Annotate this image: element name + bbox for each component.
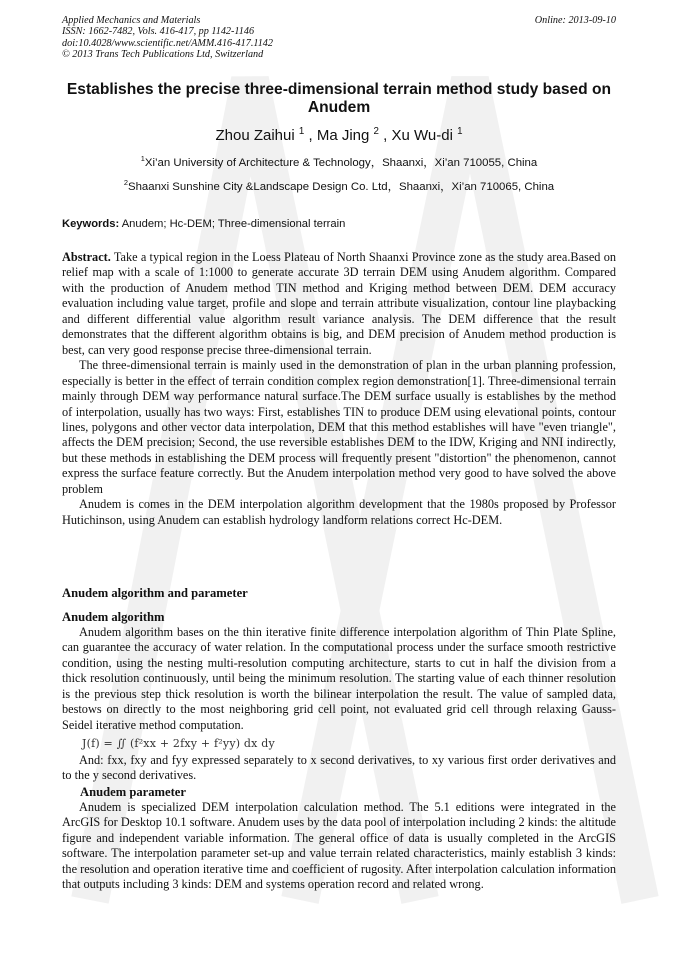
affiliation-mark: 2	[123, 178, 128, 188]
publication-header	[62, 15, 616, 61]
abstract-text: Take a typical region in the Loess Plateau of North Shaanxi Province zone as the study area.Based on relief map with a scale of 1:1000 to generate accurate 3D terrain DEM using Anudem algorithm. Compared with the production of Anudem method TIN method and Kriging method between DEM. DEM accuracy evaluation including value target, profile and slope and terrain attribute visualization, contour line playbacking and different differential value algorithm result variance analysis. The DEM difference that the result demonstrates that the different algorithm obtains is big, and DEM precision of Anudem method production is best, can very good response precise three-dimensional terrain.	[62, 250, 616, 357]
body-paragraph: The three-dimensional terrain is mainly used in the demonstration of plan in the urban planning profession, especially is better in the effect of terrain condition complex region demonstration[1]. Three-dimensional terrain mainly through DEM way performance natural surface.The DEM surface usually is establishes by the method of interpolation, usually has two ways: First, establishes TIN to produce DEM using elevational points, contour lines, polygons and other vector data interpolation, DEM that this method establishes will have "even triangle", affects the DEM precision; Second, the use reversible establishes DEM to the IDW, Kriging and NNI indirectly, but these methods in establishing the DEM process will frequently present "distortion" the phenomenon, cannot express the surface feature correctly. But the Anudem interpolation method very good to have solved the above problem	[62, 358, 616, 496]
subsection-heading: Anudem algorithm	[62, 610, 165, 624]
algorithm-section	[62, 625, 616, 733]
doi-line: doi:10.4028/www.scientific.net/AMM.416-417.1142	[62, 37, 273, 49]
body-paragraph: Anudem is comes in the DEM interpolation algorithm development that the 1980s proposed by Professor Hutichinson, using Anudem can establish hydrology landform relations correct Hc-DEM.	[62, 497, 616, 527]
author-list	[62, 127, 616, 145]
keywords-text: Anudem; Hc-DEM; Three-dimensional terrain	[119, 218, 346, 230]
author-affiliation-mark: 2	[373, 126, 379, 137]
abstract-label: Abstract.	[62, 250, 111, 264]
abstract-paragraph	[62, 250, 616, 358]
algorithm-note	[62, 753, 616, 784]
author-affiliation-mark: 1	[457, 126, 463, 137]
body-paragraph: And: fxx, fxy and fyy expressed separately to x second derivatives, to xy various first order derivatives and to the y second derivatives.	[62, 753, 616, 783]
affiliation-2	[62, 180, 616, 194]
issn-line: ISSN: 1662-7482, Vols. 416-417, pp 1142-1146	[62, 26, 255, 38]
author-separator: ,	[378, 127, 392, 144]
section-heading: Anudem algorithm and parameter	[62, 586, 248, 600]
keywords	[62, 217, 616, 231]
online-date: Online: 2013-09-10	[534, 15, 616, 26]
author-name: Xu Wu-di	[391, 127, 453, 144]
abstract-and-introduction	[62, 250, 616, 528]
affiliation-text: Xi’an University of Architecture & Technology，Shaanxi，Xi’an 710055, China	[144, 157, 538, 169]
affiliation-1	[62, 156, 616, 170]
affiliation-mark: 1	[140, 154, 145, 164]
author-name: Ma Jing	[316, 127, 370, 144]
author-separator: ,	[304, 127, 317, 144]
equation: J(f) = ∬ (f²xx + 2fxy + f²yy) dx dy	[82, 737, 275, 750]
paper-title: Establishes the precise three-dimensional terrain method study based on Anudem	[66, 81, 612, 116]
body-paragraph: Anudem algorithm bases on the thin iterative finite difference interpolation algorithm of Thin Plate Spline, can guarantee the accuracy of water relation. In the computational process under the surface smooth restrictive condition, using the nesting multi-resolution computing architecture, starts to cut in half the division from a thick resolution continuously, until being the minimum resolution. The starting value of each thinner resolution is the previous step thick resolution is worth the bilinear interpolation the result. The value of sampled data, bestows on directly to the most neighboring grid cell point, not evaluated grid cell through relaxing Gauss-Seidel iterative method computation.	[62, 625, 616, 732]
affiliation-text: Shaanxi Sunshine City &Landscape Design Co. Ltd，Shaanxi，Xi’an 710065, China	[127, 181, 555, 193]
parameter-section	[62, 800, 616, 893]
subsection-heading: Anudem parameter	[80, 785, 186, 799]
author-name: Zhou Zaihui	[215, 127, 295, 144]
author-affiliation-mark: 1	[298, 126, 305, 137]
body-paragraph: Anudem is specialized DEM interpolation calculation method. The 5.1 editions were integrated in the ArcGIS for Desktop 10.1 software. Anudem uses by the data pool of interpolation including 2 kinds: the altitude figure and independent variable information. The general office of data is usually completed in the ArcGIS software. The interpolation parameter set-up and value terrain related characteristics, mainly establish 3 kinds: the resolution and operation iterative time and coefficient of rugosity. After interpolation calculation information that outputs including 3 kinds: DEM and systems operation record and related wrong.	[62, 800, 616, 892]
journal-name: Applied Mechanics and Materials	[62, 15, 201, 26]
keywords-label: Keywords:	[62, 218, 120, 230]
copyright-line: © 2013 Trans Tech Publications Ltd, Switzerland	[62, 49, 264, 61]
